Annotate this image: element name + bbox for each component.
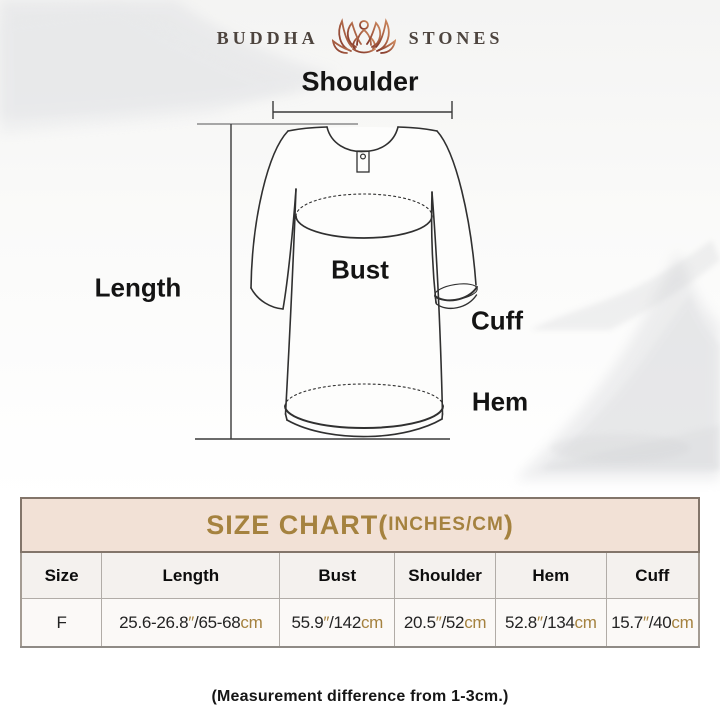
- size-chart-title-main: SIZE CHART(: [206, 509, 389, 540]
- length-label: Length: [94, 272, 182, 303]
- size-chart: [20, 497, 700, 648]
- size-chart-title-units: INCHES/CM: [388, 514, 504, 535]
- size-chart-title-close: ): [503, 509, 514, 540]
- measurement-footnote: (Measurement difference from 1-3cm.): [211, 688, 509, 705]
- cm-unit: cm: [360, 612, 384, 632]
- bust-label: Bust: [331, 254, 389, 285]
- column-header: Size: [21, 553, 102, 599]
- column-header: Shoulder: [395, 553, 496, 599]
- brand-logo: [0, 12, 720, 64]
- column-header: Cuff: [606, 553, 699, 599]
- table-cell: 25.6-26.8″/65-68cm: [102, 599, 280, 648]
- table-cell: F: [21, 599, 102, 648]
- table-cell: 52.8″/134cm: [496, 599, 607, 648]
- table-cell: 15.7″/40cm: [606, 599, 699, 648]
- inch-mark: ″: [435, 612, 442, 632]
- hem-label: Hem: [471, 386, 529, 417]
- lotus-meditation-icon: [329, 12, 399, 64]
- inch-mark: ″: [323, 612, 330, 632]
- size-chart-body: [21, 599, 699, 648]
- table-row: [21, 599, 699, 648]
- table-cell: 55.9″/142cm: [280, 599, 395, 648]
- cm-unit: cm: [574, 612, 597, 632]
- header-row: [21, 553, 699, 599]
- column-header: Hem: [496, 553, 607, 599]
- table-cell: 20.5″/52cm: [395, 599, 496, 648]
- shoulder-label: Shoulder: [301, 66, 419, 97]
- cm-unit: cm: [240, 612, 263, 632]
- cuff-label: Cuff: [471, 305, 523, 336]
- column-header: Bust: [280, 553, 395, 599]
- inch-mark: ″: [536, 612, 543, 632]
- size-chart-grid: [20, 553, 700, 648]
- inch-mark: ″: [642, 612, 649, 632]
- cm-unit: cm: [671, 612, 694, 632]
- brand-name-right: STONES: [408, 27, 504, 48]
- brand-name-left: BUDDHA: [216, 27, 319, 48]
- cm-unit: cm: [464, 612, 487, 632]
- size-chart-title: [20, 497, 700, 553]
- column-header: Length: [102, 553, 280, 599]
- inch-mark: ″: [188, 612, 195, 632]
